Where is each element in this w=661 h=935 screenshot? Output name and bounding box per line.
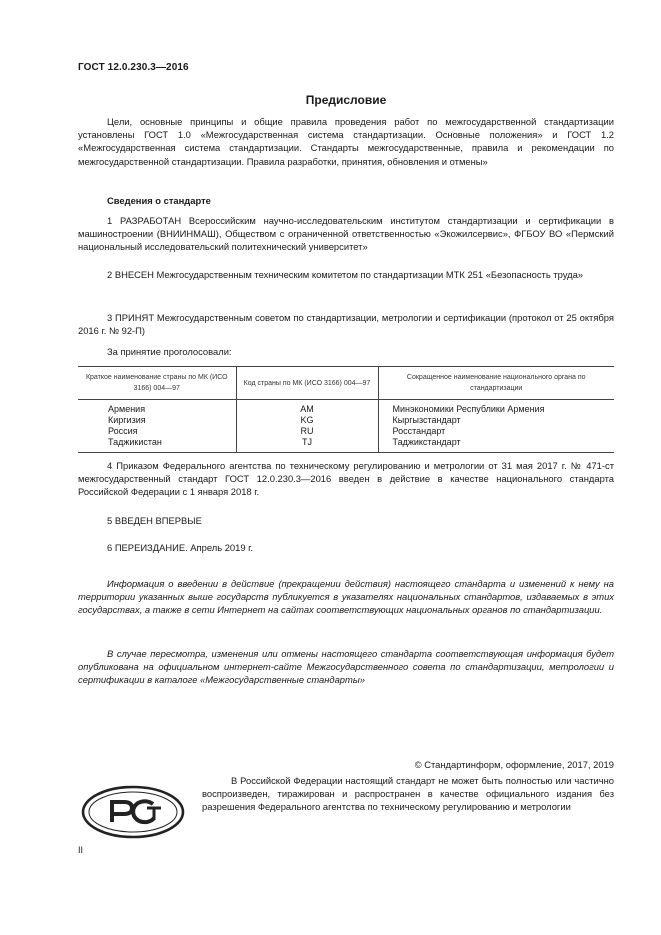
standards-body: Кыргызстандарт [392, 415, 461, 425]
table-row [78, 415, 614, 426]
rst-certification-mark-icon [80, 784, 186, 845]
page-number: II [78, 845, 84, 855]
table-row [78, 437, 614, 453]
item-reissue: 6 ПЕРЕИЗДАНИЕ. Апрель 2019 г. [107, 542, 254, 553]
info-paragraph-1: Информация о введении в действие (прекращении действия) настоящего стандарта и изменений к нему на территории указанных выше государств публикуется в указателях национальных стандартов, издаваемых в этих государствах, а также в сети Интернет на сайтах соответствующих национальных органов по стандартизации. [78, 578, 614, 616]
intro-paragraph: Цели, основные принципы и общие правила проведения работ по межгосударственной стандартизации установлены ГОСТ 1.0 «Межгосударственная система стандартизации. Основные положения» и ГОСТ 1.2 «Межгосударственная система стандартизации. Стандарты межгосударственные, правила и рекомендации по межгосударственной стандартизации. Правила разработки, принятия, обновления и отмены» [78, 116, 614, 167]
item-adopted: 3 ПРИНЯТ Межгосударственным советом по стандартизации, метрологии и сертификации (протокол от 25 октября 2016 г. № 92-П) [78, 312, 614, 337]
table-row [78, 426, 614, 437]
copyright-notice: © Стандартинформ, оформление, 2017, 2019 [414, 759, 614, 770]
standard-code-header: ГОСТ 12.0.230.3—2016 [78, 62, 189, 73]
info-paragraph-2: В случае пересмотра, изменения или отмены настоящего стандарта соответствующая информация будет опубликована на официальном интернет-сайте Межгосударственного совета по стандартизации, метрологии и сертификации в каталоге «Межгосударственные стандарты» [78, 648, 614, 686]
standards-body: Минэкономики Республики Армения [392, 404, 545, 414]
country-name: Армения [108, 404, 146, 414]
country-name: Россия [108, 426, 138, 436]
standards-body: Таджикстандарт [378, 437, 614, 453]
item-submitted: 2 ВНЕСЕН Межгосударственным техническим комитетом по стандартизации МТК 251 «Безопасность труда» [107, 269, 583, 280]
item-developed: 1 РАЗРАБОТАН Всероссийским научно-исследовательским институтом стандартизации и сертификации в машиностроении (ВНИИНМАШ), Обществом с ограниченной ответственностью «Экожилсервис», ФГБОУ ВО «Пермский национальный исследовательский политехнический университет» [78, 215, 614, 253]
header-country-code: Код страны по МК (ИСО 3166) 004—97 [236, 367, 378, 400]
item-first: 5 ВВЕДЕН ВПЕРВЫЕ [107, 515, 202, 526]
rights-notice: В Российской Федерации настоящий стандарт не может быть полностью или частично воспроизведен, тиражирован и распространен в качестве официального издания без разрешения Федерального агентства по техническому регулированию и метрологии [202, 775, 614, 813]
header-country-name: Краткое наименование страны по МК (ИСО 3166) 004—97 [78, 367, 236, 400]
section-subtitle: Сведения о стандарте [107, 195, 211, 206]
country-name: Таджикистан [78, 437, 236, 453]
country-code: AM [236, 400, 378, 416]
table-row [78, 400, 614, 416]
vote-table-header [78, 367, 614, 400]
vote-table [78, 366, 614, 453]
header-standards-body: Сокращенное наименование национального органа по стандартизации [378, 367, 614, 400]
country-name: Киргизия [108, 415, 146, 425]
country-code: TJ [236, 437, 378, 453]
country-code: KG [236, 415, 378, 426]
country-code: RU [236, 426, 378, 437]
item-order: 4 Приказом Федерального агентства по техническому регулированию и метрологии от 31 мая 2017 г. № 471-ст межгосударственный стандарт ГОСТ 12.0.230.3—2016 введен в действие в качестве национального стандарта Российской Федерации с 1 января 2018 г. [78, 460, 614, 498]
page-title: Предисловие [305, 93, 387, 107]
standards-body: Росстандарт [392, 426, 446, 436]
voted-label: За принятие проголосовали: [107, 346, 232, 357]
